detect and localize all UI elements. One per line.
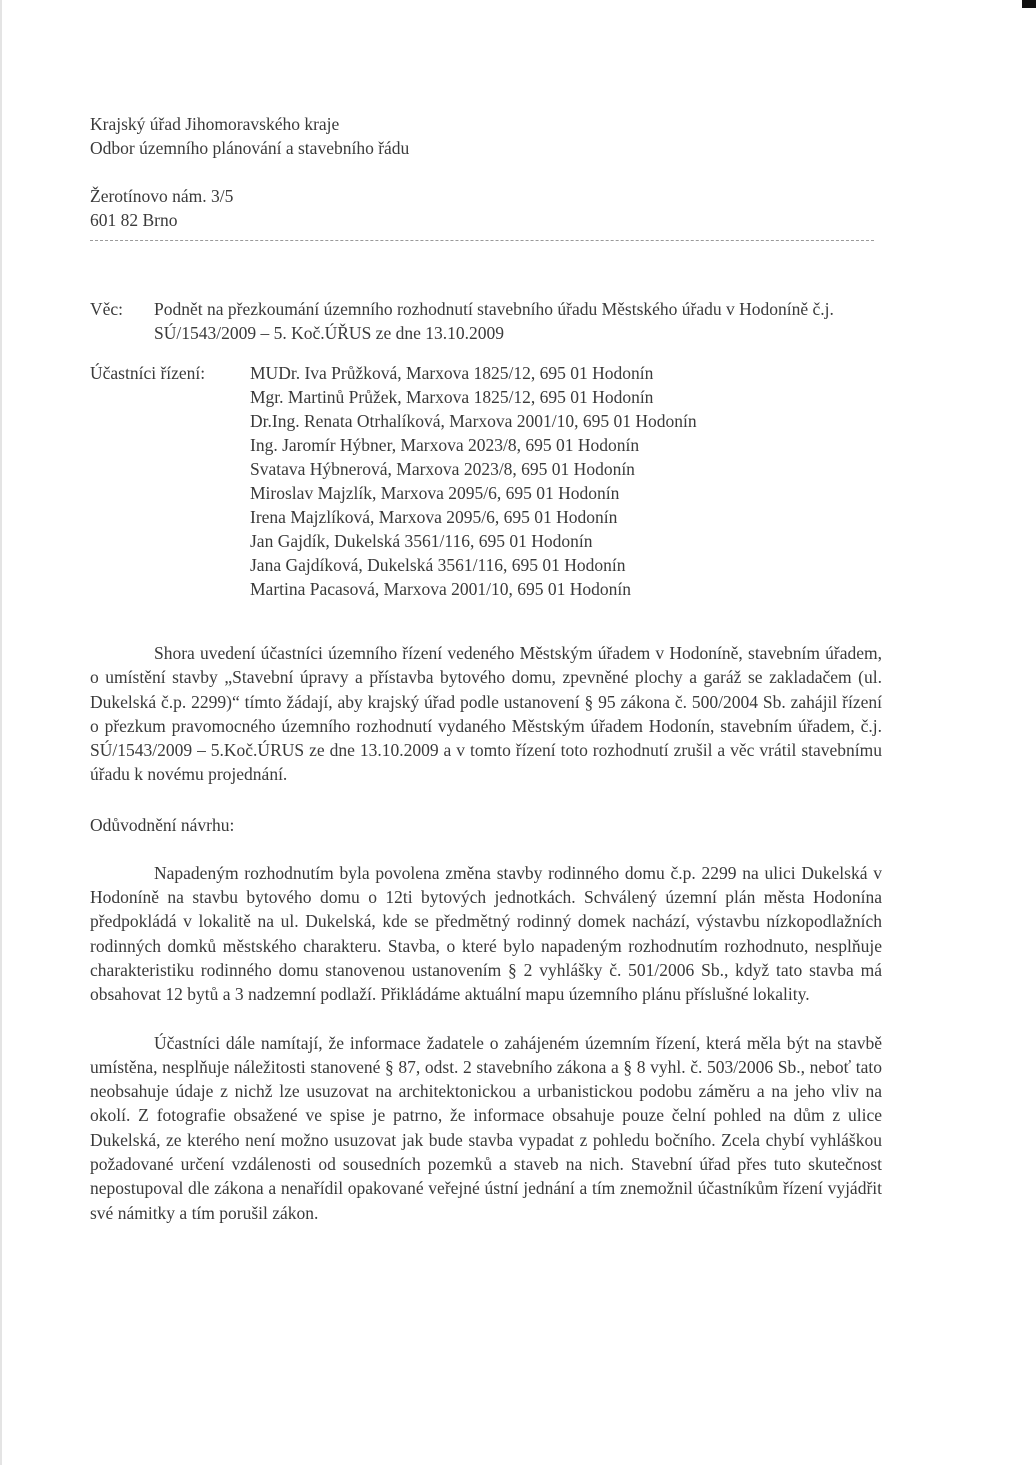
recipient-department: Odbor územního plánování a stavebního řádu bbox=[90, 138, 410, 158]
page-edge bbox=[0, 0, 2, 1465]
participant: Mgr. Martinů Průžek, Marxova 1825/12, 695 01 Hodonín bbox=[250, 387, 654, 407]
divider-line bbox=[90, 240, 874, 241]
recipient-office: Krajský úřad Jihomoravského kraje bbox=[90, 114, 340, 134]
request-paragraph: Shora uvedení účastníci územního řízení vedeného Městským úřadem v Hodoníně, stavebním úřadem, o umístění stavby „Stavební úpravy a přístavba bytového domu, zpevněné plochy a garáž se zakladačem (ul. Dukelská č.p. 2299)“ tímto žádají, aby krajský úřad podle ustanovení § 95 zákona č. 500/2004 Sb. zahájil řízení o přezkum pravomocného územního rozhodnutí vydaného Městským úřadem Hodonín, stavebním úřadem, č.j. SÚ/1543/2009 – 5.Koč.ÚRUS ze dne 13.10.2009 a v tomto řízení toto rozhodnutí zrušil a věc vrátil stavebnímu úřadu k novému projednání. bbox=[90, 643, 882, 785]
participant: MUDr. Iva Průžková, Marxova 1825/12, 695 01 Hodonín bbox=[250, 363, 654, 383]
participants-list bbox=[250, 361, 882, 601]
spacer bbox=[90, 160, 882, 184]
participant: Irena Majzlíková, Marxova 2095/6, 695 01 Hodonín bbox=[250, 507, 618, 527]
participant: Jana Gajdíková, Dukelská 3561/116, 695 01 Hodonín bbox=[250, 555, 626, 575]
participant: Jan Gajdík, Dukelská 3561/116, 695 01 Hodonín bbox=[250, 531, 593, 551]
scan-corner-mark bbox=[1022, 0, 1036, 8]
participant: Ing. Jaromír Hýbner, Marxova 2023/8, 695 01 Hodonín bbox=[250, 435, 640, 455]
letter bbox=[90, 112, 882, 1225]
participant: Dr.Ing. Renata Otrhalíková, Marxova 2001/10, 695 01 Hodonín bbox=[250, 411, 697, 431]
recipient-city: 601 82 Brno bbox=[90, 210, 178, 230]
participant: Svatava Hýbnerová, Marxova 2023/8, 695 01 Hodonín bbox=[250, 459, 635, 479]
justification-paragraph-1: Napadeným rozhodnutím byla povolena změna stavby rodinného domu č.p. 2299 na ulici Dukelská v Hodoníně na stavbu bytového domu o 12ti bytových jednotkách. Schválený územní plán města Hodonína předpokládá v lokalitě na ul. Dukelská, kde se předmětný rodinný domek nachází, výstavbu nízkopodlažních rodinných domků městského charakteru. Stavba, o které bylo napadeným rozhodnutím rozhodnuto, nesplňuje charakteristiku rodinného domu stanovenou ustanovením § 2 vyhlášky č. 501/2006 Sb., když tato stavba má obsahovat 12 bytů a 3 nadzemní podlaží. Přikládáme aktuální mapu územního plánu příslušné lokality. bbox=[90, 862, 882, 1005]
recipient-street: Žerotínovo nám. 3/5 bbox=[90, 186, 234, 206]
subject-label: Věc: bbox=[90, 299, 124, 319]
justification-paragraph-2: Účastníci dále namítají, že informace žadatele o zahájeném územním řízení, která měla být na stavbě umístěna, nesplňuje náležitosti stanovené § 87, odst. 2 stavebního zákona a § 8 vyhl. č. 503/2006 Sb., neboť tato neobsahuje údaje z nichž lze usuzovat na architektonickou a urbanistickou podobu záměru a na jeho vliv na okolí. Z fotografie obsažené ve spise je patrno, že informace obsahuje pouze čelní pohled na dům z ulice Dukelská, ze kterého není možno usuzovat jak bude stavba vypadat z pohledu bočního. Zcela chybí vyhláškou požadované určení vzdálenosti od sousedních pozemků a staveb na nich. Stavební úřad přes tuto skutečnost nepostupoval dle zákona a nenařídil opakované veřejné ústní jednání a tím znemožnil účastníkům řízení vyjádřit své námitky a tím porušil zákon. bbox=[90, 1032, 882, 1223]
participants-block bbox=[90, 361, 882, 601]
justification-heading: Odůvodnění návrhu: bbox=[90, 814, 235, 835]
participant: Miroslav Majzlík, Marxova 2095/6, 695 01 Hodonín bbox=[250, 483, 620, 503]
subject-text: Podnět na přezkoumání územního rozhodnutí stavebního úřadu Městského úřadu v Hodoníně č.j. SÚ/1543/2009 – 5. Koč.ÚŘUS ze dne 13.10.2009 bbox=[154, 299, 834, 343]
participants-label: Účastníci řízení: bbox=[90, 363, 206, 383]
participant: Martina Pacasová, Marxova 2001/10, 695 01 Hodonín bbox=[250, 579, 632, 599]
subject-block bbox=[90, 297, 882, 345]
